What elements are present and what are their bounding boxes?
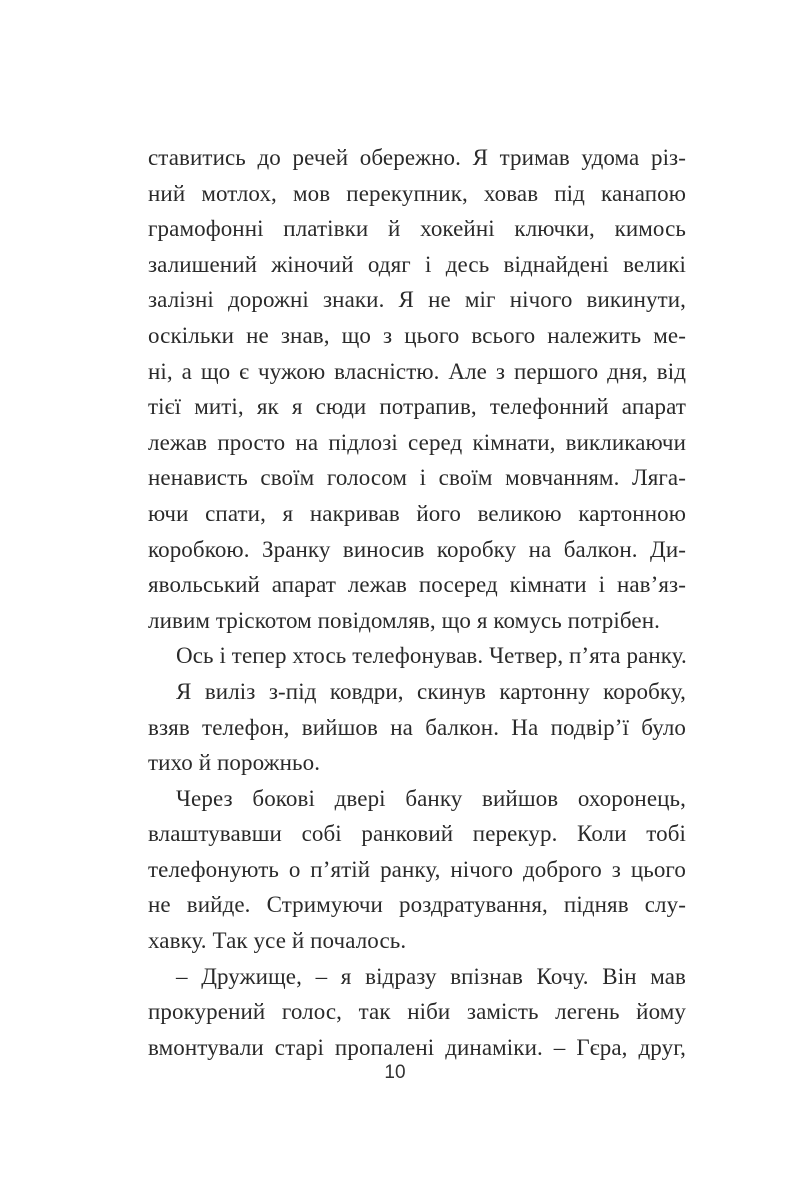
text-line: хавку. Так усе й почалось. [148, 928, 407, 954]
text-line: коробкою. Зранку виносив коробку на балкон. Ди- [148, 536, 686, 562]
text-line: телефонують о п’ятій ранку, нічого доброго з цього [148, 856, 686, 882]
text-line: вмонтували старі пропалені динаміки. – Гєра, друг, [148, 1034, 686, 1060]
text-line: оскільки не знав, що з цього всього належить ме- [148, 322, 686, 348]
text-line: влаштувавши собі ранковий перекур. Коли тобі [148, 821, 686, 847]
text-line: тієї миті, як я сюди потрапив, телефонний апарат [148, 394, 686, 420]
text-line: не вийде. Стримуючи роздратування, підняв слу- [148, 892, 686, 918]
text-line: прокурений голос, так ніби замість легень йому [148, 999, 686, 1025]
text-line: ливим тріскотом повідомляв, що я комусь потрібен. [148, 607, 660, 633]
text-line: лежав просто на підлозі серед кімнати, викликаючи [148, 429, 686, 455]
text-line: Через бокові двері банку вийшов охоронець, [176, 785, 686, 811]
text-line: – Дружище, – я відразу впізнав Кочу. Він мав [176, 963, 686, 989]
text-line: ставитись до речей обережно. Я тримав удома різ- [148, 145, 686, 170]
body-text [148, 140, 686, 1065]
text-line: ненависть своїм голосом і своїм мовчанням. Ляга- [148, 465, 686, 491]
text-line: ючи спати, я накривав його великою картонною [148, 500, 686, 526]
text-line: явольський апарат лежав посеред кімнати і нав’яз- [148, 572, 686, 598]
text-line: грамофонні платівки й хокейні ключки, кимось [148, 216, 686, 242]
text-line: тихо й порожньо. [148, 750, 321, 776]
text-line: залізні дорожні знаки. Я не міг нічого викинути, [148, 287, 686, 313]
text-line: ний мотлох, мов перекупник, ховав під канапою [148, 180, 686, 206]
text-line: Ось і тепер хтось телефонував. Четвер, п’ята ранку. [176, 643, 687, 669]
page-number: 10 [384, 1062, 406, 1083]
text-line: ні, а що є чужою власністю. Але з першого дня, від [148, 358, 686, 384]
text-line: залишений жіночий одяг і десь віднайдені великі [148, 251, 686, 277]
text-line: Я виліз з-під ковдри, скинув картонну коробку, [176, 678, 686, 704]
text-line: взяв телефон, вийшов на балкон. На подвір’ї було [148, 714, 686, 740]
